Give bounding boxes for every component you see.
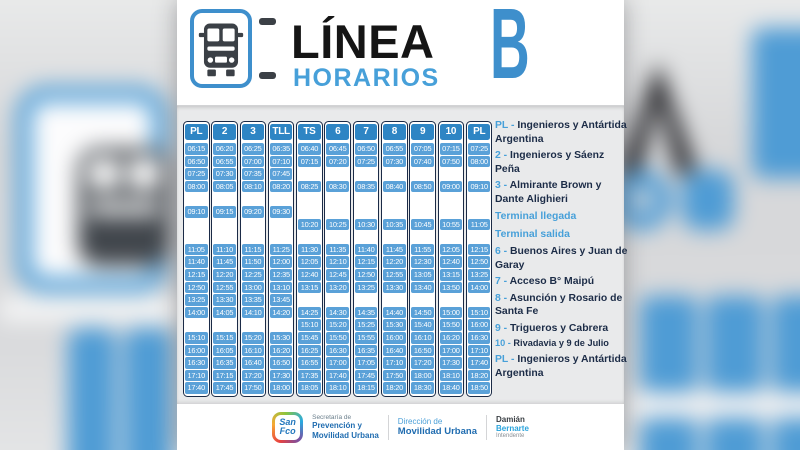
official-block — [496, 415, 529, 439]
time-cell: 14:05 — [213, 307, 236, 319]
secretaria-line1: Secretaría de — [312, 414, 352, 422]
time-cell: 12:55 — [383, 269, 406, 281]
empty-cell — [242, 231, 265, 243]
time-cell: 17:05 — [355, 357, 378, 369]
blurred-column — [640, 418, 698, 450]
direccion-line2: Movilidad Urbana — [397, 425, 477, 437]
blurred-bus-window — [88, 158, 120, 190]
sign-bracket-bottom — [259, 72, 276, 79]
empty-cell — [355, 193, 378, 205]
time-cell: 18:50 — [468, 382, 491, 394]
legend-terminal-note: Terminal llegada — [495, 211, 577, 223]
time-cell: 14:35 — [355, 307, 378, 319]
empty-cell — [468, 294, 491, 306]
empty-cell — [326, 193, 349, 205]
timetable-column-7-8 — [381, 121, 408, 397]
time-cell: 18:15 — [355, 382, 378, 394]
time-cell: 18:10 — [326, 382, 349, 394]
empty-cell — [468, 231, 491, 243]
time-cell: 14:40 — [383, 307, 406, 319]
time-cell: 11:10 — [213, 244, 236, 256]
time-cell: 15:10 — [468, 307, 491, 319]
legend-item-3-2: 3 - Almirante Brown y Dante Alighieri — [495, 180, 602, 205]
time-cell: 08:40 — [383, 181, 406, 193]
time-cell: 15:30 — [270, 332, 293, 344]
time-cell: 14:25 — [298, 307, 321, 319]
sanfco-logo — [272, 412, 303, 443]
time-cell: 16:40 — [242, 357, 265, 369]
time-cell: 15:15 — [213, 332, 236, 344]
official-title: Intendente — [495, 433, 525, 440]
time-cell: 12:10 — [326, 256, 349, 268]
time-cell: 11:40 — [355, 244, 378, 256]
blurred-bus-window — [128, 158, 160, 190]
legend-item-8-7: 8 - Asunción y Rosario de Santa Fe — [495, 292, 623, 318]
time-cell: 06:50 — [355, 143, 378, 155]
time-cell: 16:40 — [383, 345, 406, 357]
column-header: 2 — [213, 124, 236, 140]
time-cell: 13:40 — [411, 282, 434, 294]
official-last-name: Bernarte — [495, 424, 529, 433]
timetable-column-0-pl — [183, 121, 210, 397]
time-cell: 17:30 — [440, 357, 463, 369]
time-cell: 18:30 — [411, 382, 434, 394]
timetable-column-1-2 — [211, 121, 238, 397]
time-cell: 18:20 — [468, 370, 491, 382]
timetable-column-5-6 — [324, 121, 351, 397]
time-cell: 17:10 — [468, 345, 491, 357]
time-cell: 17:20 — [411, 357, 434, 369]
timetable-column-10-pl — [466, 121, 493, 397]
secretaria-block — [312, 414, 379, 439]
time-cell: 12:15 — [185, 269, 208, 281]
timetable — [183, 121, 492, 397]
empty-cell — [185, 193, 208, 205]
time-cell: 13:45 — [270, 294, 293, 306]
time-cell: 11:35 — [326, 244, 349, 256]
time-cell: 17:40 — [326, 370, 349, 382]
empty-cell — [270, 319, 293, 331]
empty-cell — [298, 206, 321, 218]
time-cell: 07:25 — [185, 168, 208, 180]
empty-cell — [440, 193, 463, 205]
time-cell: 12:00 — [270, 256, 293, 268]
time-cell: 07:05 — [411, 143, 434, 155]
blurred-column — [706, 418, 764, 450]
time-cell: 13:35 — [242, 294, 265, 306]
blurred-column — [68, 328, 116, 450]
time-cell: 15:20 — [326, 319, 349, 331]
time-cell: 11:25 — [270, 244, 293, 256]
time-cell: 15:25 — [355, 319, 378, 331]
footer-divider — [388, 415, 389, 440]
time-cell: 13:25 — [185, 294, 208, 306]
time-cell: 11:15 — [242, 244, 265, 256]
column-header: TS — [298, 124, 321, 140]
time-cell: 12:35 — [270, 269, 293, 281]
time-cell: 06:45 — [326, 143, 349, 155]
column-header: PL — [185, 124, 208, 140]
time-cell: 11:30 — [298, 244, 321, 256]
time-cell: 15:10 — [298, 319, 321, 331]
blurred-bus-grille — [88, 202, 160, 215]
card-header — [177, 0, 624, 105]
blurred-column — [640, 296, 698, 392]
time-cell: 15:45 — [298, 332, 321, 344]
time-cell: 18:20 — [383, 382, 406, 394]
empty-cell — [383, 193, 406, 205]
time-cell: 17:20 — [242, 370, 265, 382]
empty-cell — [242, 319, 265, 331]
empty-cell — [326, 206, 349, 218]
time-cell: 12:05 — [440, 244, 463, 256]
time-cell: 16:10 — [411, 332, 434, 344]
time-cell: 11:45 — [213, 256, 236, 268]
legend-item-9-8: 9 - Trigueros y Cabrera — [495, 322, 609, 334]
time-cell: 12:40 — [298, 269, 321, 281]
blurred-letter-shape — [618, 62, 698, 174]
time-cell: 07:00 — [242, 156, 265, 168]
column-header: 8 — [383, 124, 406, 140]
timetable-card — [177, 0, 628, 450]
time-cell: 16:05 — [213, 345, 236, 357]
empty-cell — [411, 168, 434, 180]
empty-cell — [270, 219, 293, 231]
time-cell: 13:15 — [440, 269, 463, 281]
time-cell: 16:25 — [298, 345, 321, 357]
time-cell: 15:55 — [355, 332, 378, 344]
time-cell: 12:20 — [213, 269, 236, 281]
time-cell: 17:35 — [298, 370, 321, 382]
time-cell: 06:50 — [185, 156, 208, 168]
empty-cell — [213, 319, 236, 331]
time-cell: 10:30 — [355, 219, 378, 231]
time-cell: 18:10 — [440, 370, 463, 382]
time-cell: 11:05 — [468, 219, 491, 231]
time-cell: 10:35 — [383, 219, 406, 231]
time-cell: 13:30 — [213, 294, 236, 306]
secretaria-line2: Prevención y — [312, 421, 362, 431]
time-cell: 06:15 — [185, 143, 208, 155]
blurred-band — [628, 395, 800, 415]
time-cell: 17:00 — [326, 357, 349, 369]
blurred-column — [772, 296, 800, 392]
time-cell: 09:15 — [213, 206, 236, 218]
column-header: TLL — [270, 124, 293, 140]
legend-item-10-9: 10 - Rivadavia y 9 de Julio — [495, 338, 609, 349]
time-cell: 12:50 — [355, 269, 378, 281]
empty-cell — [468, 206, 491, 218]
time-cell: 13:10 — [270, 282, 293, 294]
empty-cell — [440, 231, 463, 243]
time-cell: 13:00 — [242, 282, 265, 294]
time-cell: 16:00 — [468, 319, 491, 331]
time-cell: 17:30 — [270, 370, 293, 382]
empty-cell — [468, 168, 491, 180]
time-cell: 08:05 — [213, 181, 236, 193]
time-cell: 09:00 — [440, 181, 463, 193]
time-cell: 17:40 — [185, 382, 208, 394]
time-cell: 06:55 — [383, 143, 406, 155]
time-cell: 07:10 — [270, 156, 293, 168]
time-cell: 15:50 — [440, 319, 463, 331]
empty-cell — [383, 294, 406, 306]
column-header: 7 — [355, 124, 378, 140]
time-cell: 16:50 — [270, 357, 293, 369]
time-cell: 06:20 — [213, 143, 236, 155]
time-cell: 16:55 — [298, 357, 321, 369]
time-cell: 12:45 — [326, 269, 349, 281]
time-cell: 11:40 — [185, 256, 208, 268]
time-cell: 13:50 — [440, 282, 463, 294]
time-cell: 12:15 — [355, 256, 378, 268]
time-cell: 08:50 — [411, 181, 434, 193]
time-cell: 12:55 — [213, 282, 236, 294]
time-cell: 07:45 — [270, 168, 293, 180]
time-cell: 17:10 — [185, 370, 208, 382]
empty-cell — [298, 294, 321, 306]
legend-item-6-5: 6 - Buenos Aires y Juan de Garay — [495, 246, 628, 271]
time-cell: 08:30 — [326, 181, 349, 193]
time-cell: 11:45 — [383, 244, 406, 256]
time-cell: 07:15 — [298, 156, 321, 168]
empty-cell — [326, 168, 349, 180]
time-cell: 08:20 — [270, 181, 293, 193]
card-body — [177, 105, 628, 404]
time-cell: 16:00 — [383, 332, 406, 344]
empty-cell — [411, 193, 434, 205]
time-cell: 14:10 — [242, 307, 265, 319]
time-cell: 07:15 — [440, 143, 463, 155]
empty-cell — [440, 206, 463, 218]
empty-cell — [298, 231, 321, 243]
time-cell: 14:00 — [185, 307, 208, 319]
official-first-name: Damián — [495, 414, 525, 424]
time-cell: 17:00 — [440, 345, 463, 357]
timetable-column-4-ts — [296, 121, 323, 397]
time-cell: 13:25 — [468, 269, 491, 281]
page-title: LÍNEA — [291, 15, 435, 68]
time-cell: 12:25 — [242, 269, 265, 281]
empty-cell — [213, 193, 236, 205]
logo-line2: Fco — [279, 426, 296, 436]
time-cell: 18:40 — [440, 382, 463, 394]
time-cell: 07:25 — [468, 143, 491, 155]
blurred-letter-shape — [752, 28, 800, 178]
empty-cell — [383, 206, 406, 218]
empty-cell — [185, 219, 208, 231]
time-cell: 16:30 — [326, 345, 349, 357]
sign-bracket-top — [259, 18, 276, 25]
time-cell: 16:20 — [440, 332, 463, 344]
time-cell: 07:35 — [242, 168, 265, 180]
empty-cell — [242, 219, 265, 231]
empty-cell — [213, 231, 236, 243]
time-cell: 16:30 — [468, 332, 491, 344]
time-cell: 12:20 — [383, 256, 406, 268]
time-cell: 14:30 — [326, 307, 349, 319]
time-cell: 12:05 — [298, 256, 321, 268]
empty-cell — [355, 294, 378, 306]
empty-cell — [355, 231, 378, 243]
time-cell: 16:35 — [355, 345, 378, 357]
line-letter: B — [490, 0, 530, 100]
time-cell: 14:00 — [468, 282, 491, 294]
time-cell: 15:00 — [440, 307, 463, 319]
empty-cell — [185, 319, 208, 331]
time-cell: 17:50 — [383, 370, 406, 382]
time-cell: 06:55 — [213, 156, 236, 168]
time-cell: 16:35 — [213, 357, 236, 369]
time-cell: 13:05 — [411, 269, 434, 281]
time-cell: 11:55 — [411, 244, 434, 256]
empty-cell — [213, 219, 236, 231]
time-cell: 14:50 — [411, 307, 434, 319]
stops-legend — [495, 119, 629, 383]
time-cell: 13:30 — [383, 282, 406, 294]
time-cell: 15:50 — [326, 332, 349, 344]
time-cell: 13:25 — [355, 282, 378, 294]
time-cell: 16:30 — [185, 357, 208, 369]
blurred-band — [0, 296, 185, 322]
time-cell: 15:20 — [242, 332, 265, 344]
column-header: PL — [468, 124, 491, 140]
time-cell: 06:25 — [242, 143, 265, 155]
timetable-column-9-10 — [438, 121, 465, 397]
blurred-letter-shape — [682, 170, 734, 230]
empty-cell — [440, 168, 463, 180]
empty-cell — [298, 193, 321, 205]
time-cell: 08:25 — [298, 181, 321, 193]
time-cell: 18:00 — [411, 370, 434, 382]
time-cell: 08:10 — [242, 181, 265, 193]
time-cell: 15:10 — [185, 332, 208, 344]
column-header: 9 — [411, 124, 434, 140]
empty-cell — [185, 231, 208, 243]
timetable-column-2-3 — [240, 121, 267, 397]
time-cell: 18:05 — [298, 382, 321, 394]
empty-cell — [383, 231, 406, 243]
time-cell: 15:40 — [411, 319, 434, 331]
time-cell: 17:15 — [213, 370, 236, 382]
time-cell: 07:20 — [326, 156, 349, 168]
secretaria-line3: Movilidad Urbana — [312, 430, 379, 440]
time-cell: 16:10 — [242, 345, 265, 357]
empty-cell — [355, 206, 378, 218]
time-cell: 08:35 — [355, 181, 378, 193]
time-cell: 10:55 — [440, 219, 463, 231]
column-header: 6 — [326, 124, 349, 140]
time-cell: 16:50 — [411, 345, 434, 357]
time-cell: 14:20 — [270, 307, 293, 319]
time-cell: 12:40 — [440, 256, 463, 268]
empty-cell — [411, 294, 434, 306]
time-cell: 10:20 — [298, 219, 321, 231]
legend-item-PL-10: PL - Ingenieros y Antártida Argentina — [495, 354, 627, 379]
timetable-column-8-9 — [409, 121, 436, 397]
legend-item-2-1: 2 - Ingenieros y Sáenz Peña — [495, 150, 605, 175]
empty-cell — [270, 231, 293, 243]
bus-icon — [198, 18, 244, 80]
time-cell: 15:30 — [383, 319, 406, 331]
time-cell: 09:20 — [242, 206, 265, 218]
time-cell: 13:15 — [298, 282, 321, 294]
column-header: 10 — [440, 124, 463, 140]
direccion-line1: Dirección de — [397, 416, 443, 426]
time-cell: 08:00 — [468, 156, 491, 168]
empty-cell — [326, 231, 349, 243]
time-cell: 10:25 — [326, 219, 349, 231]
empty-cell — [411, 206, 434, 218]
footer-divider — [486, 415, 487, 440]
sanfco-logo-text — [275, 415, 300, 440]
empty-cell — [383, 168, 406, 180]
time-cell: 06:40 — [298, 143, 321, 155]
logo-line1: San — [279, 416, 296, 427]
time-cell: 06:35 — [270, 143, 293, 155]
empty-cell — [440, 294, 463, 306]
time-cell: 07:30 — [213, 168, 236, 180]
empty-cell — [326, 294, 349, 306]
empty-cell — [298, 168, 321, 180]
time-cell: 10:45 — [411, 219, 434, 231]
time-cell: 17:45 — [213, 382, 236, 394]
time-cell: 13:20 — [326, 282, 349, 294]
blurred-column — [772, 418, 800, 450]
legend-item-PL-0: PL - Ingenieros y Antártida Argentina — [495, 120, 627, 145]
legend-item-7-6: 7 - Acceso B° Maipú — [495, 276, 595, 288]
time-cell: 18:00 — [270, 382, 293, 394]
time-cell: 17:10 — [383, 357, 406, 369]
time-cell: 07:40 — [411, 156, 434, 168]
time-cell: 12:50 — [468, 256, 491, 268]
timetable-column-3-tll — [268, 121, 295, 397]
legend-terminal-note: Terminal salida — [495, 228, 570, 240]
time-cell: 09:10 — [468, 181, 491, 193]
time-cell: 16:20 — [270, 345, 293, 357]
blurred-column — [706, 296, 764, 392]
bus-stop-sign — [190, 9, 252, 88]
time-cell: 11:05 — [185, 244, 208, 256]
time-cell: 11:50 — [242, 256, 265, 268]
empty-cell — [411, 231, 434, 243]
empty-cell — [355, 168, 378, 180]
empty-cell — [242, 193, 265, 205]
column-header: 3 — [242, 124, 265, 140]
time-cell: 12:50 — [185, 282, 208, 294]
time-cell: 08:00 — [185, 181, 208, 193]
time-cell: 17:50 — [242, 382, 265, 394]
empty-cell — [468, 193, 491, 205]
time-cell: 17:40 — [468, 357, 491, 369]
time-cell: 17:45 — [355, 370, 378, 382]
time-cell: 07:50 — [440, 156, 463, 168]
time-cell: 07:25 — [355, 156, 378, 168]
page-subtitle: HORARIOS — [293, 64, 440, 92]
time-cell: 09:30 — [270, 206, 293, 218]
time-cell: 16:00 — [185, 345, 208, 357]
time-cell: 12:15 — [468, 244, 491, 256]
time-cell: 12:30 — [411, 256, 434, 268]
empty-cell — [270, 193, 293, 205]
card-footer — [177, 404, 624, 450]
timetable-column-6-7 — [353, 121, 380, 397]
time-cell: 07:30 — [383, 156, 406, 168]
direccion-block — [398, 417, 477, 437]
blurred-column — [124, 328, 172, 450]
time-cell: 09:10 — [185, 206, 208, 218]
